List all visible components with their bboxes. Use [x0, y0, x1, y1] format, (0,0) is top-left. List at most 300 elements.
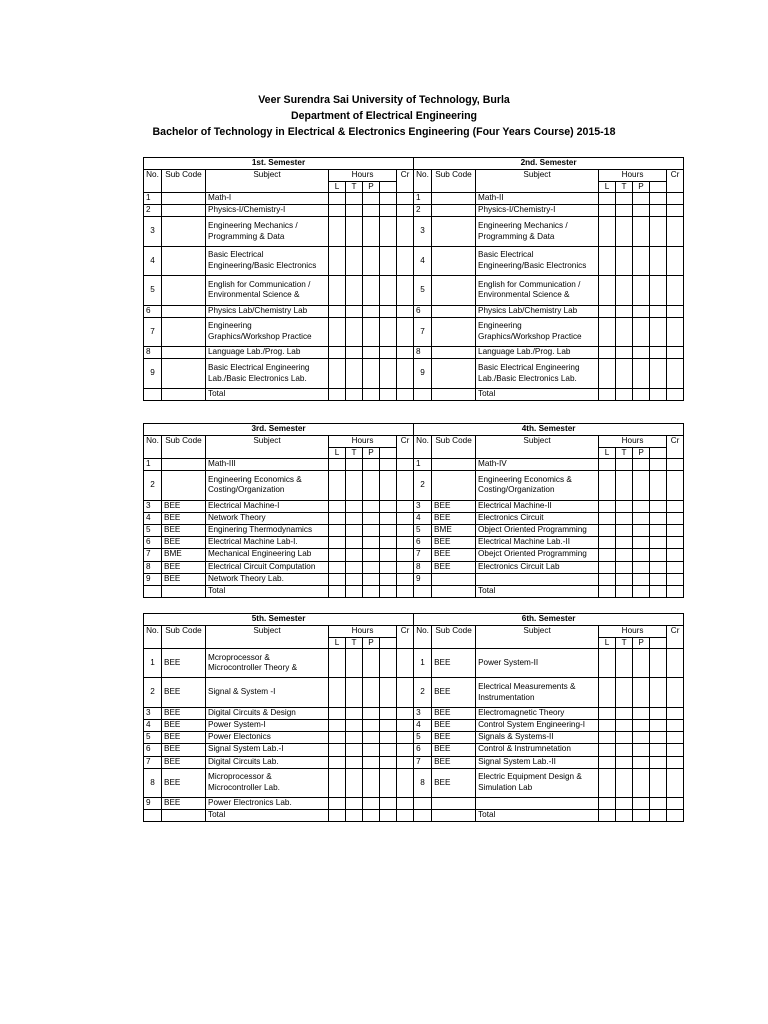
total-row — [144, 388, 684, 400]
hours-blank — [650, 347, 667, 359]
hours-l — [329, 678, 346, 707]
hours-p — [363, 732, 380, 744]
column-header-t: T — [346, 637, 363, 649]
blank-cell — [432, 181, 476, 193]
subject-row — [144, 347, 684, 359]
subject-name — [476, 756, 599, 768]
subject-code — [162, 246, 206, 275]
credit — [667, 217, 684, 246]
hours-l — [599, 276, 616, 305]
hours-l — [329, 512, 346, 524]
hours-blank — [650, 810, 667, 822]
subject-name — [476, 459, 599, 471]
credit — [667, 810, 684, 822]
hours-t — [616, 359, 633, 388]
subject-line: Language Lab./Prog. Lab — [208, 347, 301, 357]
row-number: 5 — [414, 276, 432, 305]
semester-table-5-6 — [143, 613, 684, 822]
subject-code: BEE — [162, 707, 206, 719]
subject-code: BEE — [162, 744, 206, 756]
hours-blank — [650, 573, 667, 585]
hours-blank — [380, 678, 397, 707]
column-header-p: P — [633, 637, 650, 649]
subject-code: BEE — [162, 561, 206, 573]
credit — [667, 719, 684, 731]
credit — [397, 549, 414, 561]
column-header-no: No. — [144, 626, 162, 638]
hours-t — [346, 810, 363, 822]
row-number: 5 — [414, 732, 432, 744]
hours-t — [616, 744, 633, 756]
subject-name — [206, 678, 329, 707]
semester-table-1-2 — [143, 157, 684, 401]
hours-l — [329, 388, 346, 400]
column-header-t: T — [616, 181, 633, 193]
hours-t — [616, 649, 633, 678]
blank-cell — [414, 637, 432, 649]
hours-t — [616, 768, 633, 797]
subject-row — [144, 471, 684, 500]
hours-t — [616, 317, 633, 346]
subject-line: Digital Circuits & Design — [208, 707, 296, 717]
hours-blank — [380, 768, 397, 797]
subject-row — [144, 217, 684, 246]
credit — [667, 359, 684, 388]
row-number: 4 — [414, 719, 432, 731]
column-header-no: No. — [414, 436, 432, 448]
hours-p — [363, 585, 380, 597]
hours-p — [363, 549, 380, 561]
hours-p — [633, 732, 650, 744]
subject-line: Engineering/Basic Electronics — [478, 260, 587, 270]
hours-t — [616, 732, 633, 744]
subject-name — [476, 707, 599, 719]
subject-line: Total — [478, 585, 496, 595]
column-header-t: T — [616, 447, 633, 459]
subject-line: Obejct Oriented Programming — [478, 549, 587, 559]
hours-blank — [380, 276, 397, 305]
subject-line: Electric Equipment Design & — [478, 772, 582, 782]
hours-t — [616, 756, 633, 768]
hours-t — [346, 305, 363, 317]
blank-cell — [144, 447, 162, 459]
subject-code — [162, 359, 206, 388]
subject-name — [476, 719, 599, 731]
hours-t — [616, 549, 633, 561]
hours-t — [616, 193, 633, 205]
subject-line: Math-I — [208, 193, 232, 202]
hours-p — [363, 561, 380, 573]
hours-t — [616, 500, 633, 512]
column-header-no: No. — [144, 436, 162, 448]
hours-blank — [380, 205, 397, 217]
credit — [397, 537, 414, 549]
hours-t — [346, 317, 363, 346]
credit — [667, 524, 684, 536]
hours-blank — [650, 205, 667, 217]
row-number: 6 — [144, 744, 162, 756]
subject-line: Engineering Economics & — [478, 474, 572, 484]
subject-line: Object Oriented Programming — [478, 524, 587, 534]
credit — [397, 649, 414, 678]
hours-l — [599, 798, 616, 810]
subject-code — [432, 459, 476, 471]
hours-l — [329, 459, 346, 471]
hours-l — [599, 388, 616, 400]
subject-code — [432, 798, 476, 810]
subject-name — [476, 549, 599, 561]
row-number: 6 — [414, 537, 432, 549]
subject-line: Power Electonics — [208, 732, 271, 742]
hours-l — [329, 193, 346, 205]
hours-p — [633, 810, 650, 822]
hours-t — [616, 217, 633, 246]
hours-l — [599, 524, 616, 536]
hours-l — [329, 205, 346, 217]
credit — [397, 500, 414, 512]
subject-line: English for Communication / — [478, 279, 581, 289]
column-header-p: P — [363, 447, 380, 459]
hours-t — [346, 359, 363, 388]
hours-p — [363, 193, 380, 205]
hours-t — [616, 205, 633, 217]
column-header-no: No. — [414, 170, 432, 182]
subject-code: BME — [432, 524, 476, 536]
hours-t — [346, 471, 363, 500]
row-number: 1 — [144, 459, 162, 471]
credit — [667, 768, 684, 797]
column-header-subject: Subject — [476, 436, 599, 448]
column-header-p: P — [633, 181, 650, 193]
hours-p — [363, 756, 380, 768]
subject-code: BEE — [432, 732, 476, 744]
hours-t — [346, 561, 363, 573]
hours-blank — [380, 359, 397, 388]
subject-name — [206, 500, 329, 512]
hours-l — [599, 732, 616, 744]
semester-title: 5th. Semester — [144, 614, 414, 626]
subject-name — [206, 471, 329, 500]
subject-name — [476, 649, 599, 678]
hours-l — [329, 347, 346, 359]
hours-blank — [380, 347, 397, 359]
credit — [397, 561, 414, 573]
subject-line: Mcroprocessor & — [208, 652, 270, 662]
blank-cell — [667, 447, 684, 459]
subject-code — [162, 388, 206, 400]
subject-row — [144, 549, 684, 561]
hours-t — [616, 537, 633, 549]
hours-blank — [380, 500, 397, 512]
subject-name — [476, 471, 599, 500]
subject-code: BEE — [162, 732, 206, 744]
row-number: 5 — [144, 524, 162, 536]
subject-name — [206, 524, 329, 536]
hours-p — [633, 585, 650, 597]
credit — [667, 305, 684, 317]
subject-row — [144, 317, 684, 346]
credit — [667, 537, 684, 549]
hours-p — [363, 205, 380, 217]
row-number: 2 — [144, 678, 162, 707]
hours-p — [633, 768, 650, 797]
row-number: 3 — [144, 707, 162, 719]
subject-line: Network Theory Lab. — [208, 573, 284, 583]
subject-line: Power Electronics Lab. — [208, 798, 292, 808]
row-number — [414, 585, 432, 597]
hours-blank — [380, 810, 397, 822]
subject-code: BEE — [162, 756, 206, 768]
hours-t — [346, 549, 363, 561]
column-header-subject: Subject — [206, 170, 329, 182]
row-number: 6 — [144, 305, 162, 317]
subject-line: Electrical Machine Lab.-II — [478, 537, 570, 547]
hours-blank — [380, 798, 397, 810]
row-number — [144, 388, 162, 400]
column-header-cr: Cr — [667, 170, 684, 182]
total-row — [144, 585, 684, 597]
subject-row — [144, 205, 684, 217]
subject-code: BEE — [432, 649, 476, 678]
hours-l — [599, 756, 616, 768]
hours-l — [599, 719, 616, 731]
row-number: 7 — [144, 756, 162, 768]
hours-p — [633, 707, 650, 719]
subject-code: BEE — [162, 798, 206, 810]
row-number: 1 — [414, 649, 432, 678]
subject-name — [476, 798, 599, 810]
hours-blank — [650, 459, 667, 471]
blank-cell — [476, 181, 599, 193]
subject-name — [206, 347, 329, 359]
credit — [397, 756, 414, 768]
hours-blank — [650, 217, 667, 246]
semester-title: 1st. Semester — [144, 158, 414, 170]
credit — [397, 276, 414, 305]
subject-code — [162, 585, 206, 597]
column-header-no: No. — [414, 626, 432, 638]
blank-cell — [650, 637, 667, 649]
hours-subheader-row — [144, 447, 684, 459]
subject-code — [432, 193, 476, 205]
subject-row — [144, 524, 684, 536]
subject-name — [476, 537, 599, 549]
row-number: 4 — [144, 719, 162, 731]
subject-code — [162, 347, 206, 359]
hours-blank — [380, 561, 397, 573]
subject-code — [162, 193, 206, 205]
credit — [667, 246, 684, 275]
subject-name — [476, 305, 599, 317]
subject-code — [432, 585, 476, 597]
subject-code — [432, 810, 476, 822]
subject-line: Basic Electrical Engineering — [208, 363, 310, 372]
subject-code: BEE — [432, 756, 476, 768]
subject-row — [144, 512, 684, 524]
hours-p — [363, 388, 380, 400]
semester-title: 3rd. Semester — [144, 424, 414, 436]
column-header-t: T — [616, 637, 633, 649]
row-number: 3 — [414, 707, 432, 719]
credit — [397, 246, 414, 275]
subject-row — [144, 798, 684, 810]
hours-blank — [380, 719, 397, 731]
hours-p — [363, 573, 380, 585]
subject-row — [144, 276, 684, 305]
credit — [667, 388, 684, 400]
subject-name — [476, 561, 599, 573]
hours-t — [346, 732, 363, 744]
subject-name — [206, 561, 329, 573]
subject-line: Electronics Circuit — [478, 512, 544, 522]
hours-l — [599, 246, 616, 275]
blank-cell — [650, 181, 667, 193]
credit — [397, 810, 414, 822]
credit — [667, 347, 684, 359]
credit — [667, 756, 684, 768]
hours-blank — [380, 537, 397, 549]
credit — [667, 193, 684, 205]
subject-name — [206, 359, 329, 388]
hours-l — [329, 276, 346, 305]
column-header-p: P — [633, 447, 650, 459]
column-header-l: L — [599, 637, 616, 649]
hours-p — [633, 524, 650, 536]
subject-code: BEE — [432, 678, 476, 707]
row-number: 2 — [144, 205, 162, 217]
hours-t — [616, 512, 633, 524]
hours-blank — [650, 585, 667, 597]
blank-cell — [397, 637, 414, 649]
subject-code: BEE — [432, 744, 476, 756]
hours-p — [633, 500, 650, 512]
subject-line: Physics-I/Chemistry-I — [478, 205, 556, 215]
hours-t — [616, 305, 633, 317]
subject-line: Electrical Measurements & — [478, 682, 576, 692]
document-header — [0, 92, 768, 140]
hours-l — [329, 561, 346, 573]
credit — [397, 585, 414, 597]
hours-blank — [380, 707, 397, 719]
hours-t — [346, 193, 363, 205]
hours-l — [599, 500, 616, 512]
subject-code — [162, 205, 206, 217]
hours-p — [363, 305, 380, 317]
hours-blank — [650, 768, 667, 797]
blank-cell — [476, 447, 599, 459]
row-number: 8 — [144, 561, 162, 573]
hours-blank — [380, 573, 397, 585]
subject-row — [144, 537, 684, 549]
hours-p — [633, 388, 650, 400]
hours-blank — [650, 744, 667, 756]
column-header-cr: Cr — [397, 436, 414, 448]
column-header-sub-code: Sub Code — [432, 626, 476, 638]
hours-blank — [380, 585, 397, 597]
subject-name — [206, 756, 329, 768]
hours-p — [633, 459, 650, 471]
blank-cell — [162, 181, 206, 193]
credit — [397, 573, 414, 585]
column-header-l: L — [329, 447, 346, 459]
blank-cell — [414, 447, 432, 459]
hours-blank — [650, 549, 667, 561]
subject-code — [162, 276, 206, 305]
row-number: 1 — [144, 193, 162, 205]
hours-t — [616, 388, 633, 400]
subject-name — [476, 205, 599, 217]
row-number: 9 — [144, 798, 162, 810]
credit — [667, 573, 684, 585]
subject-row — [144, 573, 684, 585]
blank-cell — [162, 447, 206, 459]
column-header-sub-code: Sub Code — [162, 626, 206, 638]
hours-blank — [380, 305, 397, 317]
subject-name — [206, 719, 329, 731]
hours-p — [363, 500, 380, 512]
blank-cell — [414, 181, 432, 193]
subject-line: Simulation Lab — [478, 782, 533, 792]
hours-t — [346, 798, 363, 810]
subject-line: English for Communication / — [208, 279, 311, 289]
subject-code — [432, 573, 476, 585]
hours-t — [616, 798, 633, 810]
hours-l — [329, 305, 346, 317]
row-number — [414, 798, 432, 810]
blank-cell — [162, 637, 206, 649]
hours-blank — [380, 459, 397, 471]
subject-code — [162, 810, 206, 822]
column-header-p: P — [363, 637, 380, 649]
hours-p — [633, 537, 650, 549]
hours-p — [633, 756, 650, 768]
hours-t — [346, 276, 363, 305]
row-number: 2 — [414, 471, 432, 500]
subject-name — [206, 305, 329, 317]
hours-t — [346, 537, 363, 549]
column-header-hours: Hours — [599, 436, 667, 448]
hours-t — [346, 205, 363, 217]
column-header-cr: Cr — [397, 170, 414, 182]
hours-t — [346, 719, 363, 731]
semester-title-row — [144, 614, 684, 626]
hours-blank — [650, 524, 667, 536]
subject-line: Digital Circuits Lab. — [208, 756, 279, 766]
subject-code — [432, 388, 476, 400]
subject-name — [206, 768, 329, 797]
subject-name — [476, 512, 599, 524]
subject-line: Math-II — [478, 193, 504, 202]
hours-blank — [650, 732, 667, 744]
subject-line: Math-IV — [478, 459, 507, 468]
hours-t — [616, 246, 633, 275]
credit — [667, 732, 684, 744]
hours-l — [329, 768, 346, 797]
credit — [667, 317, 684, 346]
credit — [397, 305, 414, 317]
subject-name — [476, 810, 599, 822]
hours-subheader-row — [144, 181, 684, 193]
subject-code — [162, 305, 206, 317]
hours-p — [363, 359, 380, 388]
subject-line: Microcontroller Lab. — [208, 782, 280, 792]
row-number — [414, 810, 432, 822]
subject-line: Power System-II — [478, 657, 539, 667]
subject-code — [432, 305, 476, 317]
column-header-row — [144, 626, 684, 638]
subject-line: Physics Lab/Chemistry Lab — [478, 305, 578, 315]
hours-p — [633, 549, 650, 561]
